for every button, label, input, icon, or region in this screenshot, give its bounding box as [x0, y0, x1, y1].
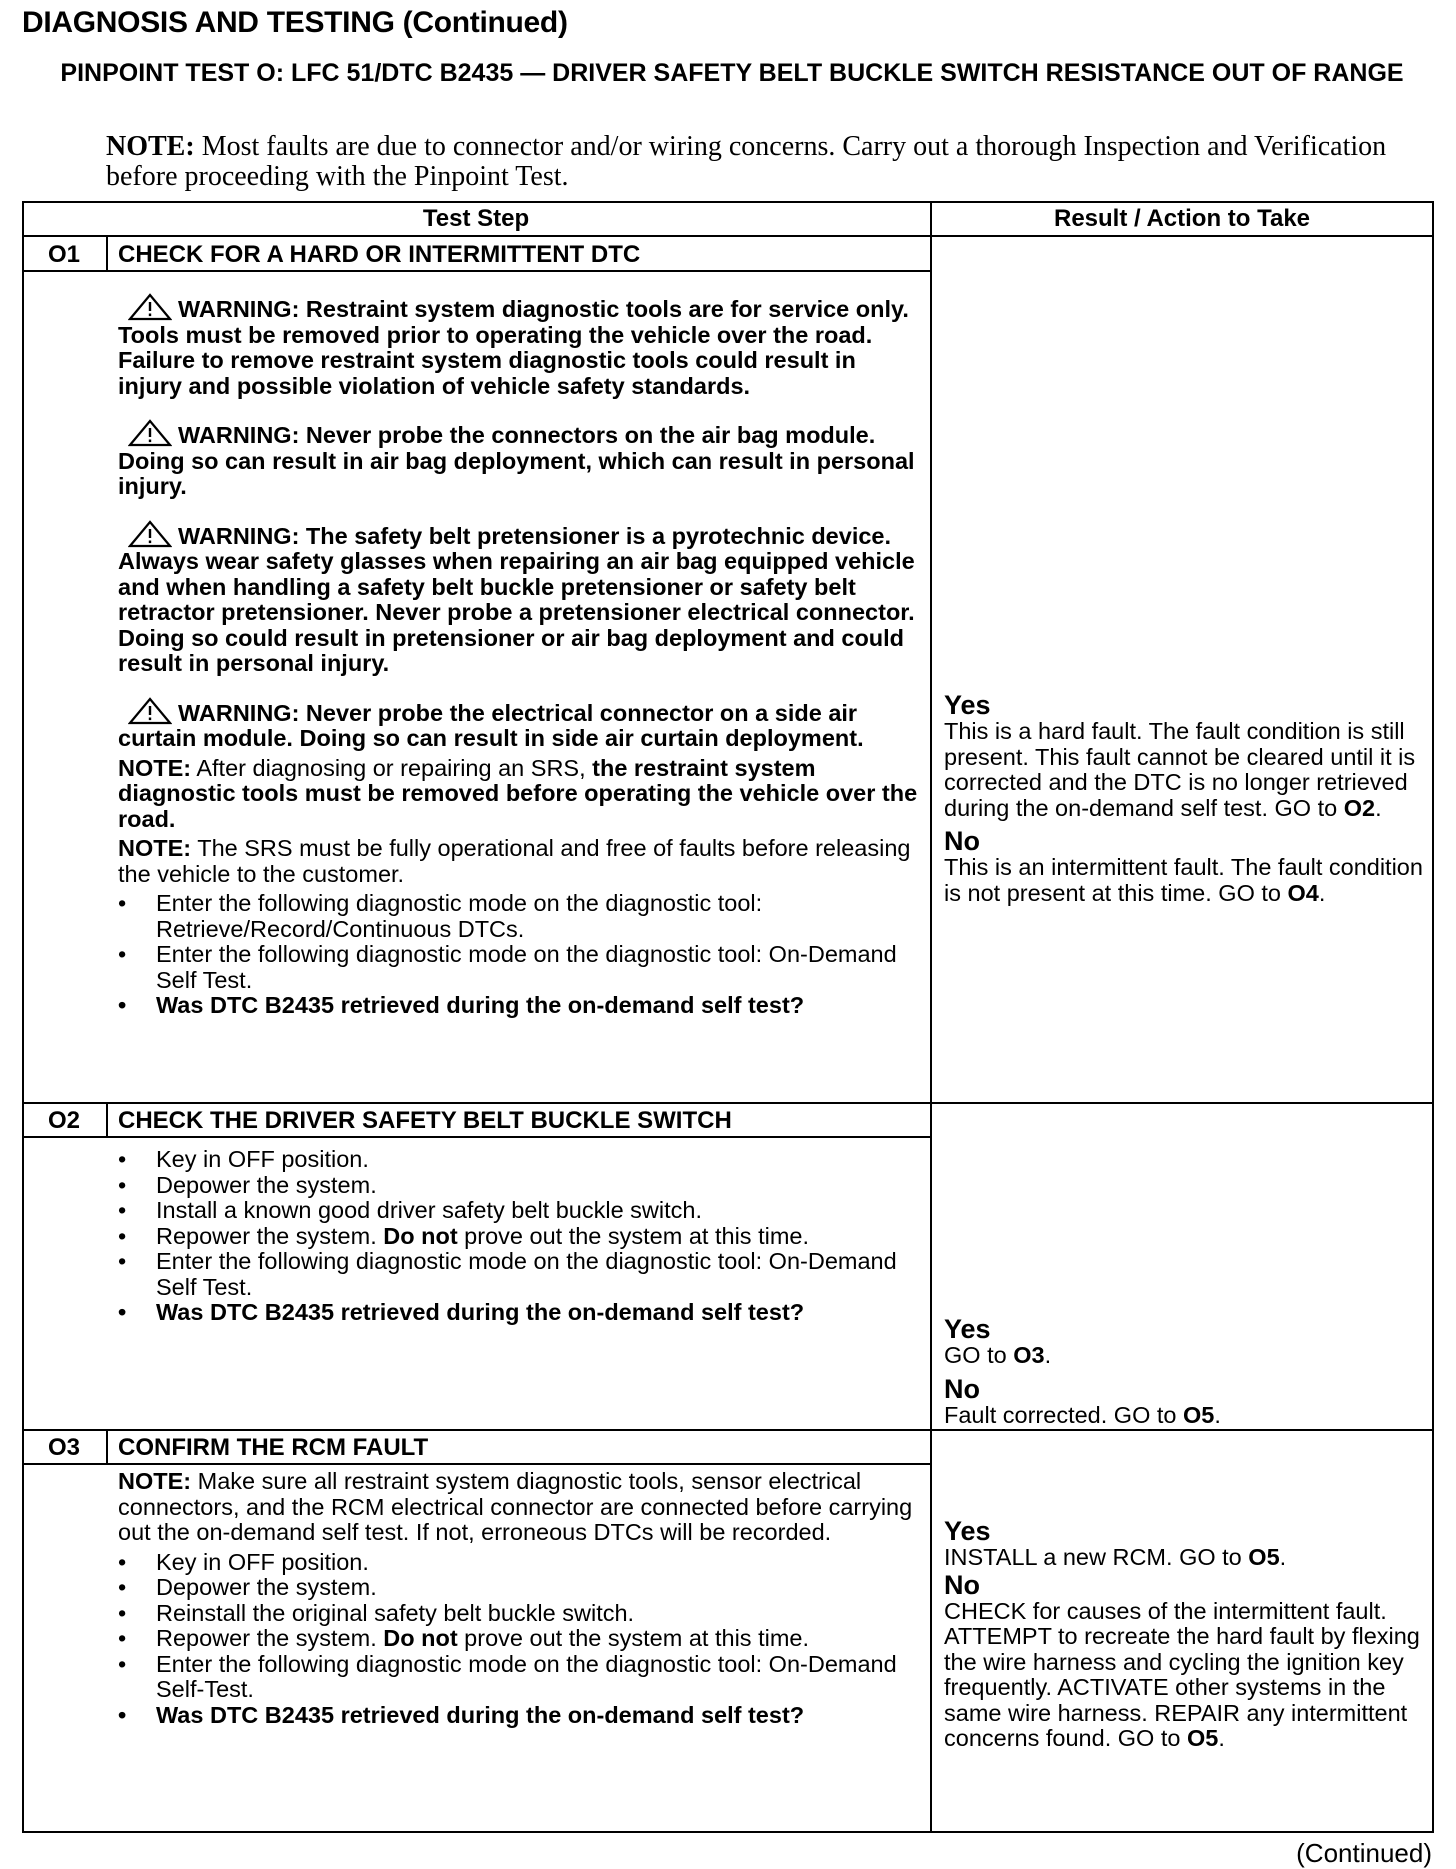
repower-post-text: prove out the system at this time.: [457, 1625, 809, 1651]
do-not-text: Do not: [383, 1625, 458, 1651]
warning-triangle-icon: [128, 419, 172, 447]
bullet-item: • Key in OFF position.: [118, 1550, 918, 1576]
header-result-action: Result / Action to Take: [1053, 205, 1311, 232]
bullet-item: • Enter the following diagnostic mode on the diagnostic tool: Retrieve/Record/Continuous DTCs.: [118, 891, 918, 942]
step-o1-body: [118, 293, 918, 1019]
note-text: The SRS must be fully operational and free of faults before releasing the vehicle to the customer.: [118, 835, 911, 887]
bullet-item: • Enter the following diagnostic mode on the diagnostic tool: On-Demand Self Test.: [118, 942, 918, 993]
note-label: NOTE:: [118, 1468, 192, 1494]
warning-block: [118, 697, 918, 752]
bullet-item: • Depower the system.: [118, 1173, 918, 1199]
note-label: NOTE:: [118, 754, 192, 781]
result-no-text: CHECK for causes of the intermittent fault. ATTEMPT to recreate the hard fault by flexing the wire harness and cycling the ignition key frequently. ACTIVATE other systems in the same wire harness. REPAIR any intermittent concerns found. GO to: [944, 1597, 1420, 1751]
warning-text: WARNING: Never probe the electrical connector on a side air curtain module. Doing so can result in side air curtain deployment.: [118, 699, 864, 751]
intro-note: [106, 132, 1406, 192]
bullet-question: • Was DTC B2435 retrieved during the on-demand self test?: [118, 1703, 918, 1729]
repower-text: Repower the system.: [156, 1625, 384, 1651]
warning-text: WARNING: Restraint system diagnostic tools are for service only. Tools must be removed prior to operating the vehicle over the road. Failure to remove restraint system diagnostic tools could result in injury and possible violation of vehicle safety standards.: [118, 296, 909, 399]
intro-note-text: Most faults are due to connector and/or wiring concerns. Carry out a thorough Inspection and Verification before proceeding with the Pinpoint Test.: [106, 131, 1387, 192]
step-o2-id: O2: [47, 1107, 80, 1134]
result-yes-text: INSTALL a new RCM. GO to: [944, 1544, 1249, 1570]
section-title: DIAGNOSIS AND TESTING (Continued): [22, 6, 568, 39]
warning-triangle-icon: [128, 520, 172, 548]
note-block: [118, 756, 918, 833]
step-o1-result: Yes This is a hard fault. The fault condition is still present. This fault cannot be cleared until it is corrected and the DTC is no longer retrieved during the on-demand self test. GO to O2. No This is an intermittent fault. The fault condition is not present at this time. GO to O4.: [944, 691, 1428, 906]
result-no-label: No: [944, 1373, 980, 1404]
continued-label: (Continued): [1296, 1838, 1432, 1868]
result-yes-label: Yes: [944, 1314, 991, 1344]
step-o2-bullets: [118, 1147, 918, 1326]
step-o1-title: CHECK FOR A HARD OR INTERMITTENT DTC: [118, 241, 641, 268]
result-no-text: Fault corrected. GO to: [944, 1401, 1184, 1428]
header-test-step: Test Step: [422, 205, 530, 232]
note-block: [118, 1469, 918, 1546]
result-no-label: No: [944, 826, 980, 856]
step-o3-title: CONFIRM THE RCM FAULT: [118, 1434, 429, 1461]
warning-text: WARNING: Never probe the connectors on the air bag module. Doing so can result in air bag deployment, which can result in personal injury.: [118, 422, 915, 499]
pinpoint-test-title: PINPOINT TEST O: LFC 51/DTC B2435 — DRIVER SAFETY BELT BUCKLE SWITCH RESISTANCE OUT OF RANGE: [60, 59, 1404, 87]
step-o1-bullets: [118, 891, 918, 1019]
warning-block: [118, 419, 918, 500]
note-bold-text: the restraint system diagnostic tools must be removed before operating the vehicle over the road.: [118, 754, 918, 832]
result-yes-target: O5: [1248, 1544, 1280, 1570]
step-o3-result: Yes INSTALL a new RCM. GO to O5. No CHECK for causes of the intermittent fault. ATTEMPT to recreate the hard fault by flexing the wire harness and cycling the ignition key frequently. ACTIVATE other systems in the same wire harness. REPAIR any intermittent concerns found. GO to O5.: [944, 1517, 1428, 1752]
note-block: [118, 836, 918, 887]
result-no-text: This is an intermittent fault. The fault condition is not present at this time. GO to: [944, 854, 1423, 906]
bullet-item: • Key in OFF position.: [118, 1147, 918, 1173]
intro-note-label: NOTE:: [106, 131, 195, 162]
bullet-item: [118, 1224, 918, 1250]
bullet-item: • Depower the system.: [118, 1575, 918, 1601]
result-yes-target: O3: [1013, 1342, 1045, 1368]
bullet-item: • Install a known good driver safety belt buckle switch.: [118, 1198, 918, 1224]
bullet-item: • Reinstall the original safety belt buckle switch.: [118, 1601, 918, 1627]
note-text: Make sure all restraint system diagnostic tools, sensor electrical connectors, and the RCM electrical connector are connected before carrying out the on-demand self test. If not, erroneous DTCs will be recorded.: [118, 1468, 913, 1545]
warning-block: [118, 293, 918, 399]
step-o2-body: [118, 1147, 918, 1326]
result-yes-text: This is a hard fault. The fault condition is still present. This fault cannot be cleared until it is corrected and the DTC is no longer retrieved during the on-demand self test. GO to: [944, 718, 1416, 821]
result-no-target: O5: [1186, 1725, 1219, 1751]
warning-triangle-icon: [128, 697, 172, 725]
bullet-item: [118, 1626, 918, 1652]
warning-block: [118, 520, 918, 677]
result-no-target: O4: [1287, 879, 1319, 906]
note-label: NOTE:: [118, 835, 192, 861]
bullet-question: • Was DTC B2435 retrieved during the on-demand self test?: [118, 993, 918, 1019]
step-o2-title: CHECK THE DRIVER SAFETY BELT BUCKLE SWITCH: [118, 1107, 732, 1134]
warning-text: WARNING: The safety belt pretensioner is a pyrotechnic device. Always wear safety glasses when repairing an air bag equipped vehicle and when handling a safety belt buckle pretensioner or safety belt retractor pretensioner. Never probe a pretensioner electrical connector. Doing so could result in pretensioner or air bag deployment and could result in personal injury.: [118, 522, 915, 676]
result-no-label: No: [944, 1569, 980, 1600]
step-o3-bullets: [118, 1550, 918, 1729]
do-not-text: Do not: [383, 1222, 458, 1249]
note-text: After diagnosing or repairing an SRS,: [191, 754, 593, 781]
result-yes-label: Yes: [944, 1516, 991, 1546]
result-yes-target: O2: [1343, 794, 1376, 821]
result-yes-label: Yes: [944, 690, 991, 720]
step-o1-id: O1: [47, 241, 80, 268]
bullet-question: • Was DTC B2435 retrieved during the on-demand self test?: [118, 1300, 918, 1326]
result-yes-text: GO to: [944, 1342, 1014, 1368]
warning-triangle-icon: [128, 293, 172, 321]
result-no-target: O5: [1183, 1401, 1215, 1428]
repower-post-text: prove out the system at this time.: [457, 1222, 809, 1249]
bullet-item: • Enter the following diagnostic mode on the diagnostic tool: On-Demand Self-Test.: [118, 1652, 918, 1703]
step-o2-result: Yes GO to O3. No Fault corrected. GO to O5.: [944, 1315, 1428, 1428]
step-o3-body: [118, 1469, 918, 1728]
bullet-item: • Enter the following diagnostic mode on the diagnostic tool: On-Demand Self Test.: [118, 1249, 918, 1300]
pinpoint-table: [22, 201, 1434, 1833]
repower-text: Repower the system.: [156, 1222, 384, 1249]
step-o3-id: O3: [47, 1434, 80, 1461]
